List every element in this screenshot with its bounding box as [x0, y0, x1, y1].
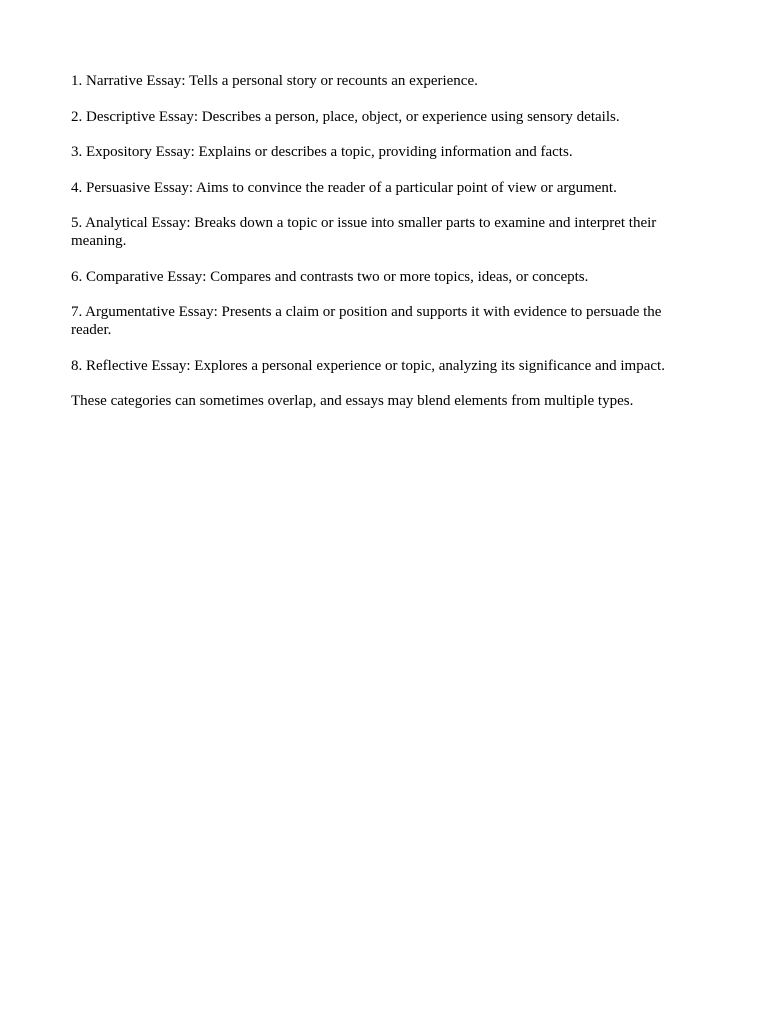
document-body — [71, 72, 691, 428]
essay-type-comparative: 6. Comparative Essay: Compares and contrasts two or more topics, ideas, or concepts. — [71, 268, 589, 285]
essay-type-reflective: 8. Reflective Essay: Explores a personal experience or topic, analyzing its significance and impact. — [71, 357, 665, 374]
essay-type-argumentative: 7. Argumentative Essay: Presents a claim or position and supports it with evidence to persuade the reader. — [71, 304, 662, 338]
essay-type-analytical: 5. Analytical Essay: Breaks down a topic or issue into smaller parts to examine and interpret their meaning. — [71, 215, 657, 249]
essay-type-expository: 3. Expository Essay: Explains or describes a topic, providing information and facts. — [71, 144, 573, 160]
essay-type-narrative: 1. Narrative Essay: Tells a personal story or recounts an experience. — [71, 73, 478, 89]
essay-type-persuasive: 4. Persuasive Essay: Aims to convince the reader of a particular point of view or argument. — [71, 179, 617, 196]
essay-type-descriptive: 2. Descriptive Essay: Describes a person, place, object, or experience using sensory details. — [71, 108, 620, 125]
closing-note: These categories can sometimes overlap, and essays may blend elements from multiple types. — [71, 393, 634, 409]
